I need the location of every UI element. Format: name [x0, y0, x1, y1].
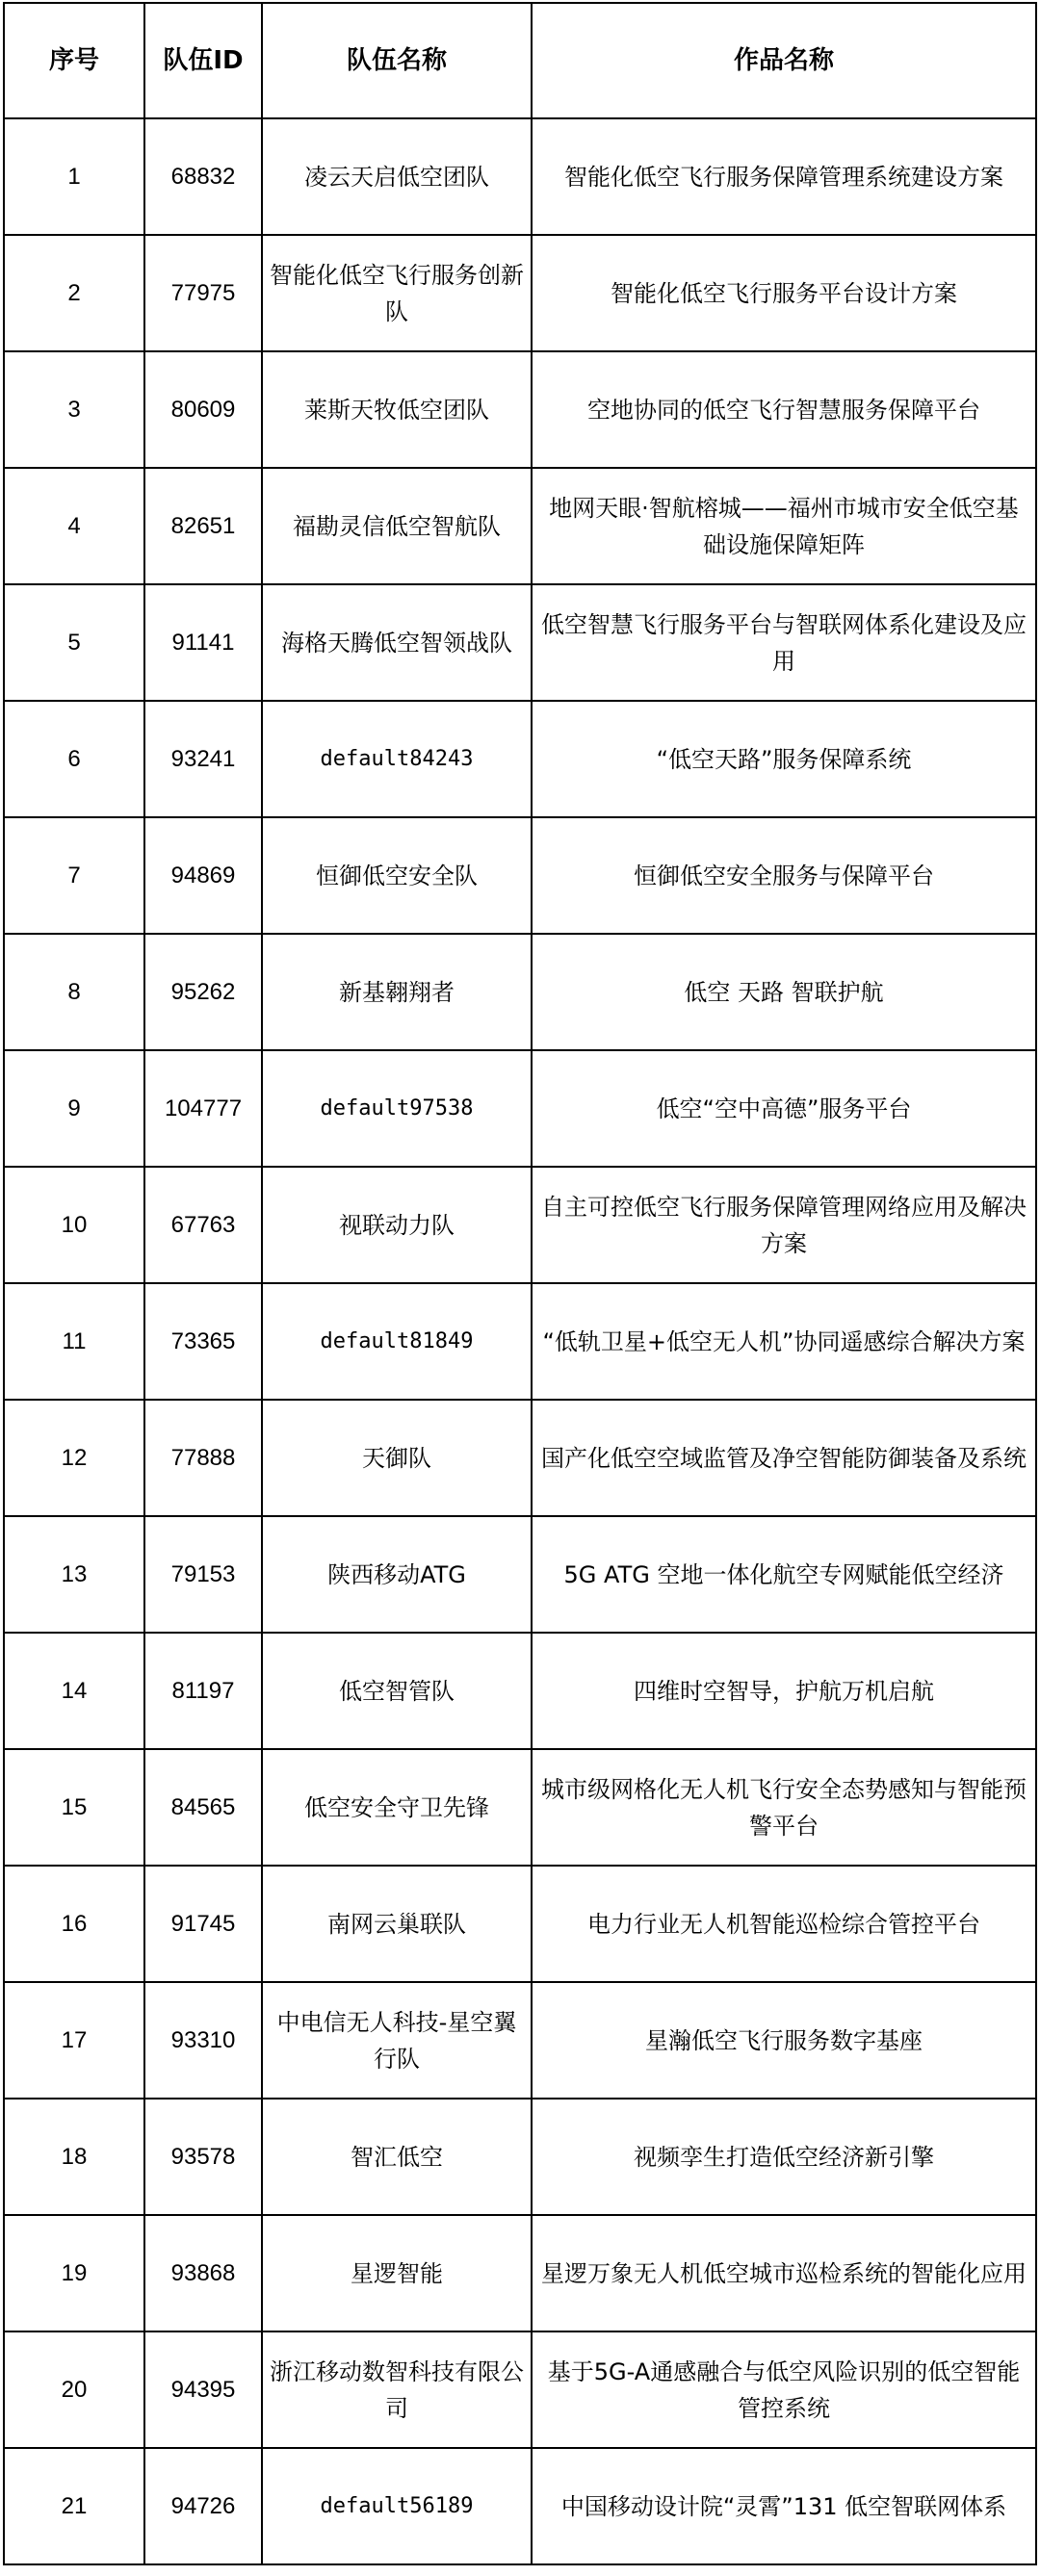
cell-team-id: 94395	[144, 2331, 262, 2448]
cell-work-name: “低空天路”服务保障系统	[532, 701, 1036, 817]
cell-team-name: 低空智管队	[262, 1633, 532, 1749]
cell-work-name: 低空智慧飞行服务平台与智联网体系化建设及应用	[532, 584, 1036, 701]
header-work-name: 作品名称	[532, 3, 1036, 118]
header-team-name: 队伍名称	[262, 3, 532, 118]
table-row	[4, 1050, 1036, 1167]
cell-work-name: 智能化低空飞行服务保障管理系统建设方案	[532, 118, 1036, 235]
table-row	[4, 2331, 1036, 2448]
cell-work-name: 基于5G-A通感融合与低空风险识别的低空智能管控系统	[532, 2331, 1036, 2448]
cell-work-name: 国产化低空空域监管及净空智能防御装备及系统	[532, 1400, 1036, 1516]
cell-seq: 20	[4, 2331, 144, 2448]
cell-team-id: 67763	[144, 1167, 262, 1283]
cell-team-name: 中电信无人科技-星空翼行队	[262, 1982, 532, 2099]
cell-seq: 11	[4, 1283, 144, 1400]
cell-team-name: 天御队	[262, 1400, 532, 1516]
cell-work-name: 城市级网格化无人机飞行安全态势感知与智能预警平台	[532, 1749, 1036, 1866]
cell-team-name: 恒御低空安全队	[262, 817, 532, 934]
cell-seq: 14	[4, 1633, 144, 1749]
header-team-id: 队伍ID	[144, 3, 262, 118]
cell-work-name: 空地协同的低空飞行智慧服务保障平台	[532, 351, 1036, 468]
cell-work-name: 中国移动设计院“灵霄”131 低空智联网体系	[532, 2448, 1036, 2564]
cell-seq: 17	[4, 1982, 144, 2099]
cell-work-name: 地网天眼·智航榕城——福州市城市安全低空基础设施保障矩阵	[532, 468, 1036, 584]
cell-work-name: 自主可控低空飞行服务保障管理网络应用及解决方案	[532, 1167, 1036, 1283]
cell-team-id: 104777	[144, 1050, 262, 1167]
table-row	[4, 468, 1036, 584]
table-row	[4, 2448, 1036, 2564]
cell-seq: 10	[4, 1167, 144, 1283]
header-seq: 序号	[4, 3, 144, 118]
cell-seq: 18	[4, 2099, 144, 2215]
table-row	[4, 2099, 1036, 2215]
cell-seq: 21	[4, 2448, 144, 2564]
cell-seq: 3	[4, 351, 144, 468]
cell-team-name: 福勘灵信低空智航队	[262, 468, 532, 584]
cell-work-name: 恒御低空安全服务与保障平台	[532, 817, 1036, 934]
cell-team-name: 浙江移动数智科技有限公司	[262, 2331, 532, 2448]
cell-team-id: 84565	[144, 1749, 262, 1866]
cell-seq: 13	[4, 1516, 144, 1633]
table-row	[4, 1516, 1036, 1633]
cell-seq: 16	[4, 1866, 144, 1982]
cell-work-name: 电力行业无人机智能巡检综合管控平台	[532, 1866, 1036, 1982]
table-row	[4, 701, 1036, 817]
table-row	[4, 1283, 1036, 1400]
cell-work-name: 智能化低空飞行服务平台设计方案	[532, 235, 1036, 351]
table-row	[4, 1400, 1036, 1516]
cell-seq: 5	[4, 584, 144, 701]
cell-work-name: 星瀚低空飞行服务数字基座	[532, 1982, 1036, 2099]
cell-team-name: 南网云巢联队	[262, 1866, 532, 1982]
cell-seq: 4	[4, 468, 144, 584]
cell-team-id: 93310	[144, 1982, 262, 2099]
cell-team-id: 94726	[144, 2448, 262, 2564]
cell-work-name: 视频孪生打造低空经济新引擎	[532, 2099, 1036, 2215]
cell-team-id: 91745	[144, 1866, 262, 1982]
cell-seq: 9	[4, 1050, 144, 1167]
cell-team-id: 93578	[144, 2099, 262, 2215]
cell-team-name: default81849	[262, 1283, 532, 1400]
table-row	[4, 584, 1036, 701]
cell-work-name: “低轨卫星+低空无人机”协同遥感综合解决方案	[532, 1283, 1036, 1400]
table-row	[4, 2215, 1036, 2331]
cell-work-name: 5G ATG 空地一体化航空专网赋能低空经济	[532, 1516, 1036, 1633]
table-row	[4, 118, 1036, 235]
cell-team-id: 95262	[144, 934, 262, 1050]
cell-seq: 12	[4, 1400, 144, 1516]
team-list-table	[3, 2, 1037, 2565]
table-row	[4, 1633, 1036, 1749]
cell-team-name: default97538	[262, 1050, 532, 1167]
cell-team-name: 海格天腾低空智领战队	[262, 584, 532, 701]
cell-seq: 2	[4, 235, 144, 351]
table-row	[4, 1982, 1036, 2099]
cell-team-id: 91141	[144, 584, 262, 701]
cell-team-name: 新基翱翔者	[262, 934, 532, 1050]
table-row	[4, 235, 1036, 351]
cell-team-name: 陕西移动ATG	[262, 1516, 532, 1633]
cell-seq: 15	[4, 1749, 144, 1866]
cell-team-id: 77888	[144, 1400, 262, 1516]
cell-team-name: 凌云天启低空团队	[262, 118, 532, 235]
cell-team-name: default84243	[262, 701, 532, 817]
cell-seq: 7	[4, 817, 144, 934]
cell-team-id: 93868	[144, 2215, 262, 2331]
cell-team-id: 93241	[144, 701, 262, 817]
table-header-row	[4, 3, 1036, 118]
cell-team-id: 94869	[144, 817, 262, 934]
cell-seq: 1	[4, 118, 144, 235]
cell-team-id: 79153	[144, 1516, 262, 1633]
cell-team-id: 80609	[144, 351, 262, 468]
table-row	[4, 1866, 1036, 1982]
cell-team-name: 智能化低空飞行服务创新队	[262, 235, 532, 351]
cell-seq: 8	[4, 934, 144, 1050]
cell-team-name: 视联动力队	[262, 1167, 532, 1283]
cell-team-id: 81197	[144, 1633, 262, 1749]
cell-team-name: 莱斯天牧低空团队	[262, 351, 532, 468]
cell-team-name: 智汇低空	[262, 2099, 532, 2215]
cell-team-id: 77975	[144, 235, 262, 351]
cell-seq: 6	[4, 701, 144, 817]
cell-team-id: 82651	[144, 468, 262, 584]
table-row	[4, 817, 1036, 934]
table-row	[4, 351, 1036, 468]
cell-work-name: 低空 天路 智联护航	[532, 934, 1036, 1050]
cell-team-name: default56189	[262, 2448, 532, 2564]
table-row	[4, 934, 1036, 1050]
cell-work-name: 星逻万象无人机低空城市巡检系统的智能化应用	[532, 2215, 1036, 2331]
cell-team-id: 68832	[144, 118, 262, 235]
cell-team-id: 73365	[144, 1283, 262, 1400]
cell-team-name: 低空安全守卫先锋	[262, 1749, 532, 1866]
cell-work-name: 四维时空智导，护航万机启航	[532, 1633, 1036, 1749]
cell-work-name: 低空“空中高德”服务平台	[532, 1050, 1036, 1167]
table-row	[4, 1749, 1036, 1866]
table-row	[4, 1167, 1036, 1283]
cell-seq: 19	[4, 2215, 144, 2331]
cell-team-name: 星逻智能	[262, 2215, 532, 2331]
